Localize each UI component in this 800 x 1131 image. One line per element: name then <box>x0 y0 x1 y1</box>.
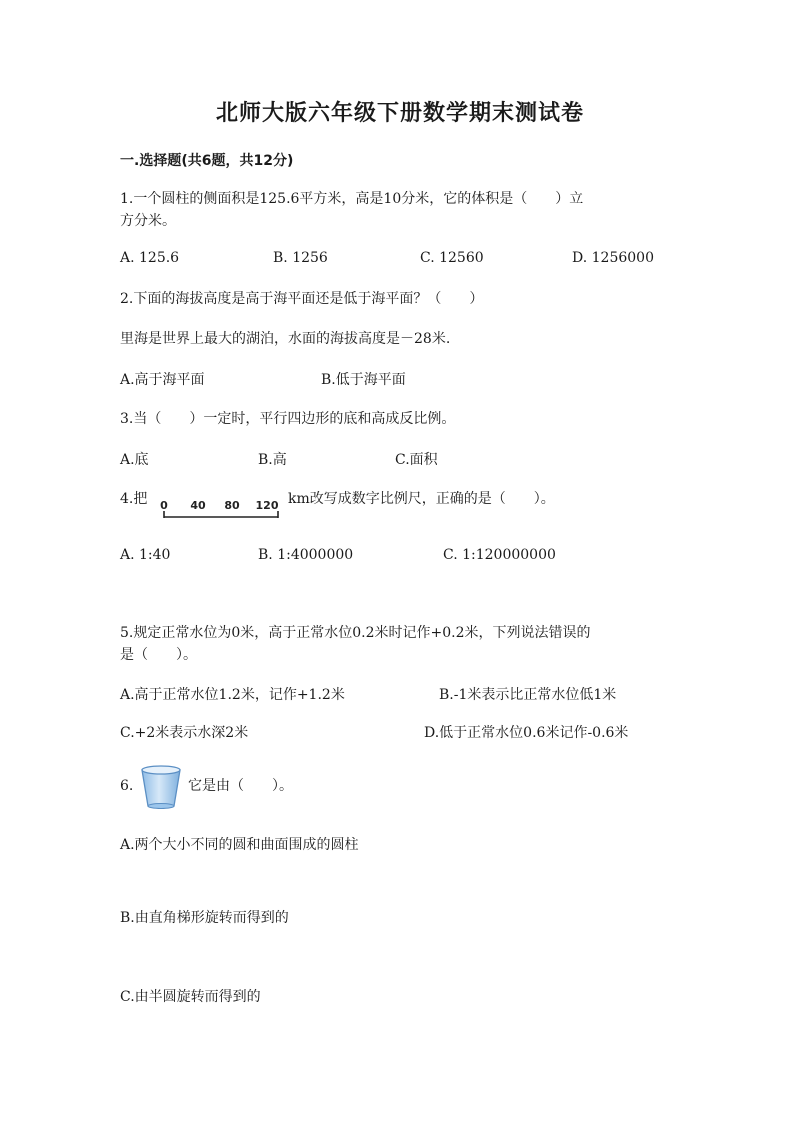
q4-text: km改写成数字比例尺，正确的是（ ）。 <box>288 491 555 507</box>
q5-option-c[interactable]: C.+2米表示水深2米 <box>120 725 249 741</box>
frustum-cup-icon <box>138 764 184 810</box>
q6-text: 它是由（ ）。 <box>188 778 293 794</box>
q6-option-b[interactable]: B.由直角梯形旋转而得到的 <box>120 910 289 926</box>
q5-option-b[interactable]: B.-1米表示比正常水位低1米 <box>439 687 617 703</box>
q2-text-line1: 2.下面的海拔高度是高于海平面还是低于海平面？（ ） <box>120 291 484 307</box>
ruler-label-80: 80 <box>224 499 240 512</box>
q1-text-line1: 1.一个圆柱的侧面积是125.6平方米，高是10分米，它的体积是（ ）立 <box>120 191 584 207</box>
q4-option-b[interactable]: B. 1:4000000 <box>258 547 354 563</box>
q2-text-line2: 里海是世界上最大的湖泊，水面的海拔高度是－28米. <box>120 331 451 347</box>
q5-text-line1: 5.规定正常水位为0米，高于正常水位0.2米时记作+0.2米，下列说法错误的 <box>120 625 591 641</box>
q1-option-b[interactable]: B. 1256 <box>273 250 328 266</box>
q4-option-c[interactable]: C. 1:120000000 <box>443 547 556 563</box>
q2-option-b[interactable]: B.低于海平面 <box>321 372 406 388</box>
q4-option-a[interactable]: A. 1:40 <box>120 547 171 563</box>
q2-option-a[interactable]: A.高于海平面 <box>120 372 205 388</box>
scale-bar-icon <box>158 493 286 523</box>
q5-option-d[interactable]: D.低于正常水位0.6米记作-0.6米 <box>424 725 629 741</box>
ruler-label-40: 40 <box>190 499 206 512</box>
ruler-label-0: 0 <box>160 499 168 512</box>
q4-prefix: 4.把 <box>120 491 148 507</box>
page-title: 北师大版六年级下册数学期末测试卷 <box>215 101 584 126</box>
q1-option-c[interactable]: C. 12560 <box>420 250 484 266</box>
q6-prefix: 6. <box>120 778 134 794</box>
ruler-label-120: 120 <box>255 499 279 512</box>
q3-option-b[interactable]: B.高 <box>258 452 287 468</box>
q3-option-c[interactable]: C.面积 <box>395 452 438 468</box>
q5-option-a[interactable]: A.高于正常水位1.2米，记作+1.2米 <box>120 687 345 703</box>
q1-option-d[interactable]: D. 1256000 <box>572 250 654 266</box>
q3-text: 3.当（ ）一定时，平行四边形的底和高成反比例。 <box>120 411 456 427</box>
section-heading: 一.选择题(共6题，共12分) <box>120 153 294 169</box>
q6-option-a[interactable]: A.两个大小不同的圆和曲面围成的圆柱 <box>120 837 359 853</box>
q1-text-line2: 方分米。 <box>120 213 176 229</box>
q5-text-line2: 是（ ）。 <box>120 647 197 663</box>
q1-option-a[interactable]: A. 125.6 <box>120 250 180 266</box>
q6-option-c[interactable]: C.由半圆旋转而得到的 <box>120 989 261 1005</box>
q3-option-a[interactable]: A.底 <box>120 452 149 468</box>
